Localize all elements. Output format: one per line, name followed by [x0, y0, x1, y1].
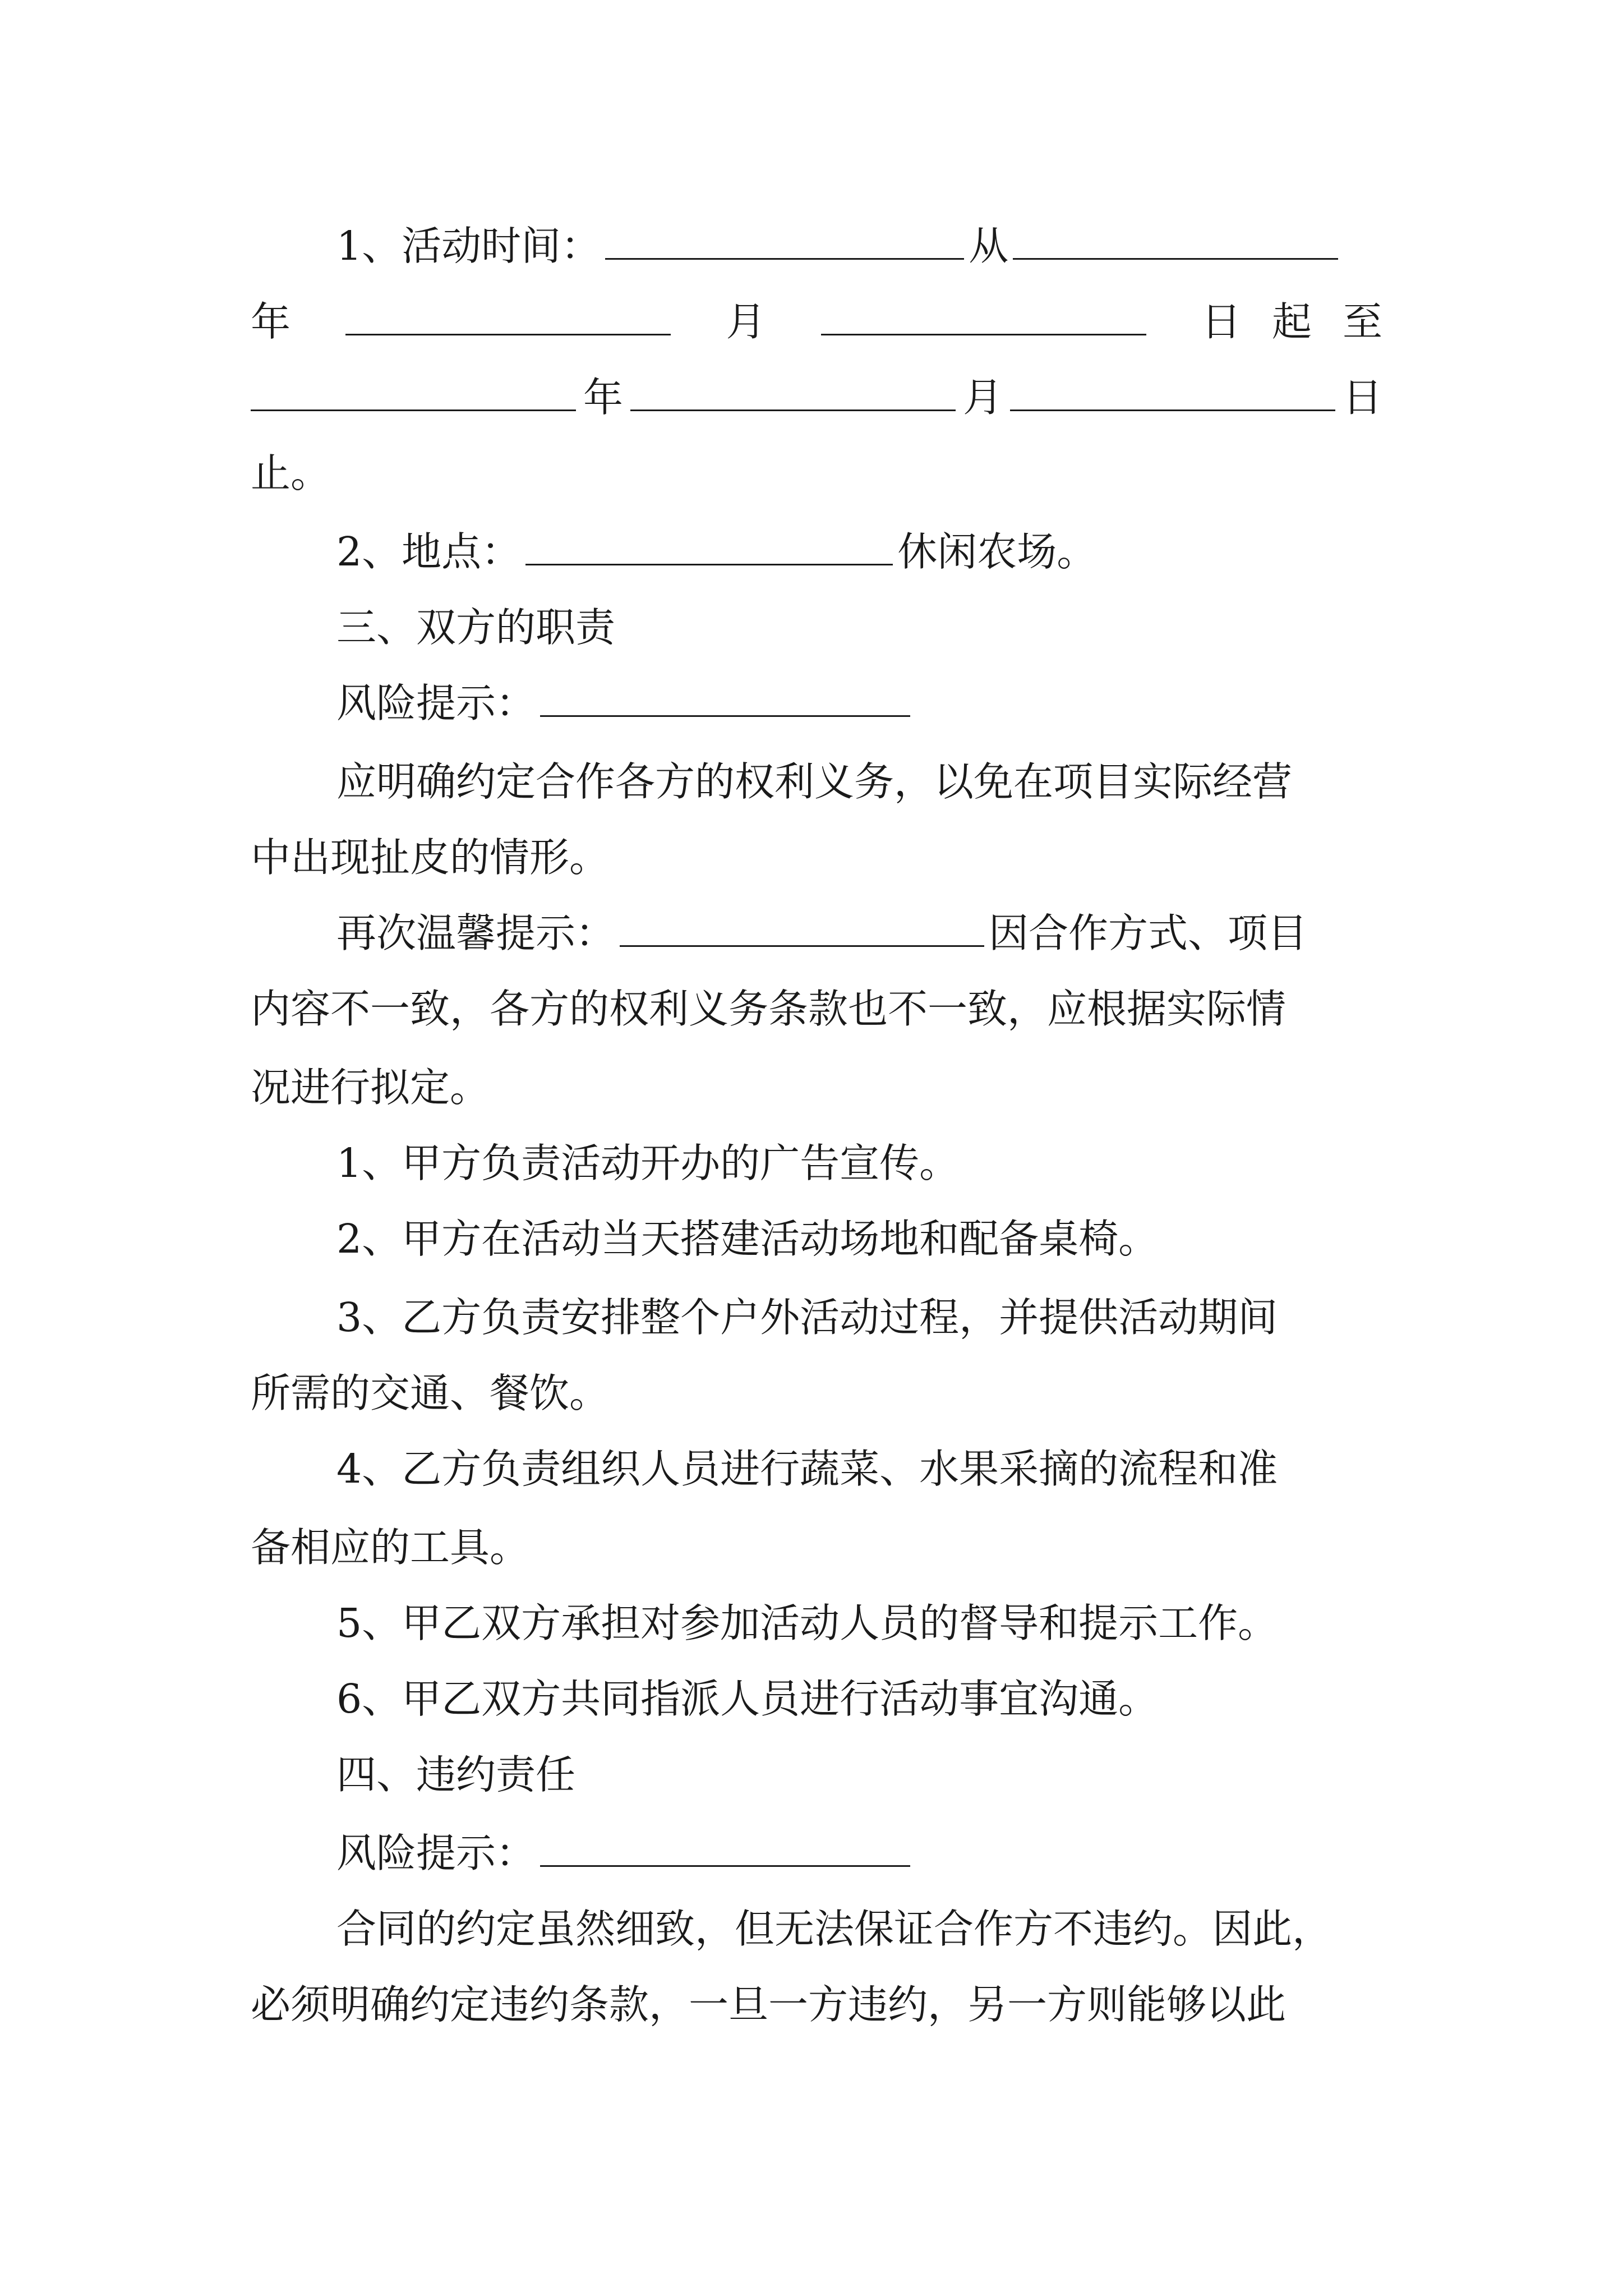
place-blank — [525, 530, 893, 565]
reminder-line-3 — [251, 1049, 1382, 1126]
duty-item-6-text: 6、甲乙双方共同指派人员进行活动事宜沟通。 — [336, 1676, 1159, 1722]
start-month-blank — [821, 300, 1146, 335]
from-label: 从 — [969, 223, 1009, 269]
section4-risk-line — [336, 1815, 1382, 1892]
start-month-label: 月 — [726, 298, 766, 345]
end-text: 止。 — [251, 450, 331, 496]
reminder-line-2 — [251, 970, 1382, 1047]
end-month-blank — [630, 376, 956, 411]
section4-heading-text: 四、违约责任 — [336, 1751, 576, 1798]
section4-risk-label: 风险提示： — [336, 1830, 536, 1876]
end-day-blank — [1010, 376, 1335, 411]
start-year-label: 年 — [251, 298, 291, 345]
end-year-blank — [251, 376, 576, 411]
duty-item-3-text-1: 3、乙方负责安排整个户外活动过程，并提供活动期间 — [336, 1294, 1278, 1341]
section3-risk-text-2 — [251, 819, 1382, 896]
start-day-to-label: 日起至 — [1201, 298, 1413, 345]
duty-item-4-line-2 — [251, 1509, 1382, 1586]
from-blank — [1013, 224, 1338, 260]
section4-text-2 — [251, 1966, 1382, 2043]
duty-item-1-text: 1、甲方负责活动开办的广告宣传。 — [336, 1140, 960, 1186]
duty-item-2-text: 2、甲方在活动当天搭建活动场地和配备桌椅。 — [336, 1216, 1159, 1262]
risk-text-2: 中出现扯皮的情形。 — [251, 834, 610, 881]
duty-item-4-line-1 — [336, 1430, 1382, 1507]
section3-heading — [336, 589, 1382, 666]
reminder-label: 再次温馨提示： — [336, 910, 616, 956]
section3-risk-line — [336, 665, 1382, 742]
activity-time-line — [336, 208, 1382, 284]
reminder-text-3: 况进行拟定。 — [251, 1064, 490, 1111]
section3-heading-text: 三、双方的职责 — [336, 604, 616, 651]
end-day-label: 日 — [1342, 374, 1382, 421]
duty-item-3-line-1 — [336, 1279, 1382, 1356]
section3-risk-blank — [540, 682, 910, 717]
duty-item-1 — [336, 1125, 1382, 1202]
place-line — [336, 513, 1382, 590]
reminder-text-2: 内容不一致，各方的权利义务条款也不一致，应根据实际情 — [251, 986, 1287, 1032]
risk-text-1: 应明确约定合作各方的权利义务，以免在项目实际经营 — [336, 758, 1293, 805]
end-date-line — [251, 359, 1382, 436]
duty-item-3-line-2 — [251, 1355, 1382, 1432]
duty-item-4-text-2: 备相应的工具。 — [251, 1524, 530, 1571]
reminder-blank — [620, 912, 984, 947]
time-blank — [605, 224, 964, 260]
place-label: 2、地点： — [336, 528, 522, 575]
activity-time-label: 1、活动时间： — [336, 223, 601, 269]
end-line — [251, 435, 1382, 512]
place-suffix: 休闲农场。 — [897, 528, 1097, 575]
duty-item-4-text-1: 4、乙方负责组织人员进行蔬菜、水果采摘的流程和准 — [336, 1446, 1278, 1492]
duty-item-2 — [336, 1200, 1382, 1277]
end-month-label: 月 — [962, 374, 1003, 421]
section4-text-2-content: 必须明确约定违约条款，一旦一方违约，另一方则能够以此 — [251, 1981, 1287, 2028]
reminder-line-1 — [336, 895, 1382, 972]
duty-item-3-text-2: 所需的交通、餐饮。 — [251, 1370, 610, 1416]
section4-risk-blank — [540, 1832, 910, 1867]
section4-text-1 — [336, 1890, 1382, 1967]
duty-item-5-text: 5、甲乙双方承担对参加活动人员的督导和提示工作。 — [336, 1600, 1278, 1646]
section4-heading — [336, 1736, 1382, 1813]
start-year-blank — [345, 300, 671, 335]
section3-risk-label: 风险提示： — [336, 680, 536, 726]
duty-item-6 — [336, 1660, 1382, 1737]
section3-risk-text-1 — [336, 743, 1382, 820]
duty-item-5 — [336, 1585, 1382, 1662]
reminder-suffix: 因合作方式、项目 — [989, 910, 1308, 956]
start-date-line — [251, 283, 1413, 360]
section4-text-1-content: 合同的约定虽然细致，但无法保证合作方不违约。因此， — [336, 1906, 1332, 1952]
end-year-label: 年 — [583, 374, 623, 421]
